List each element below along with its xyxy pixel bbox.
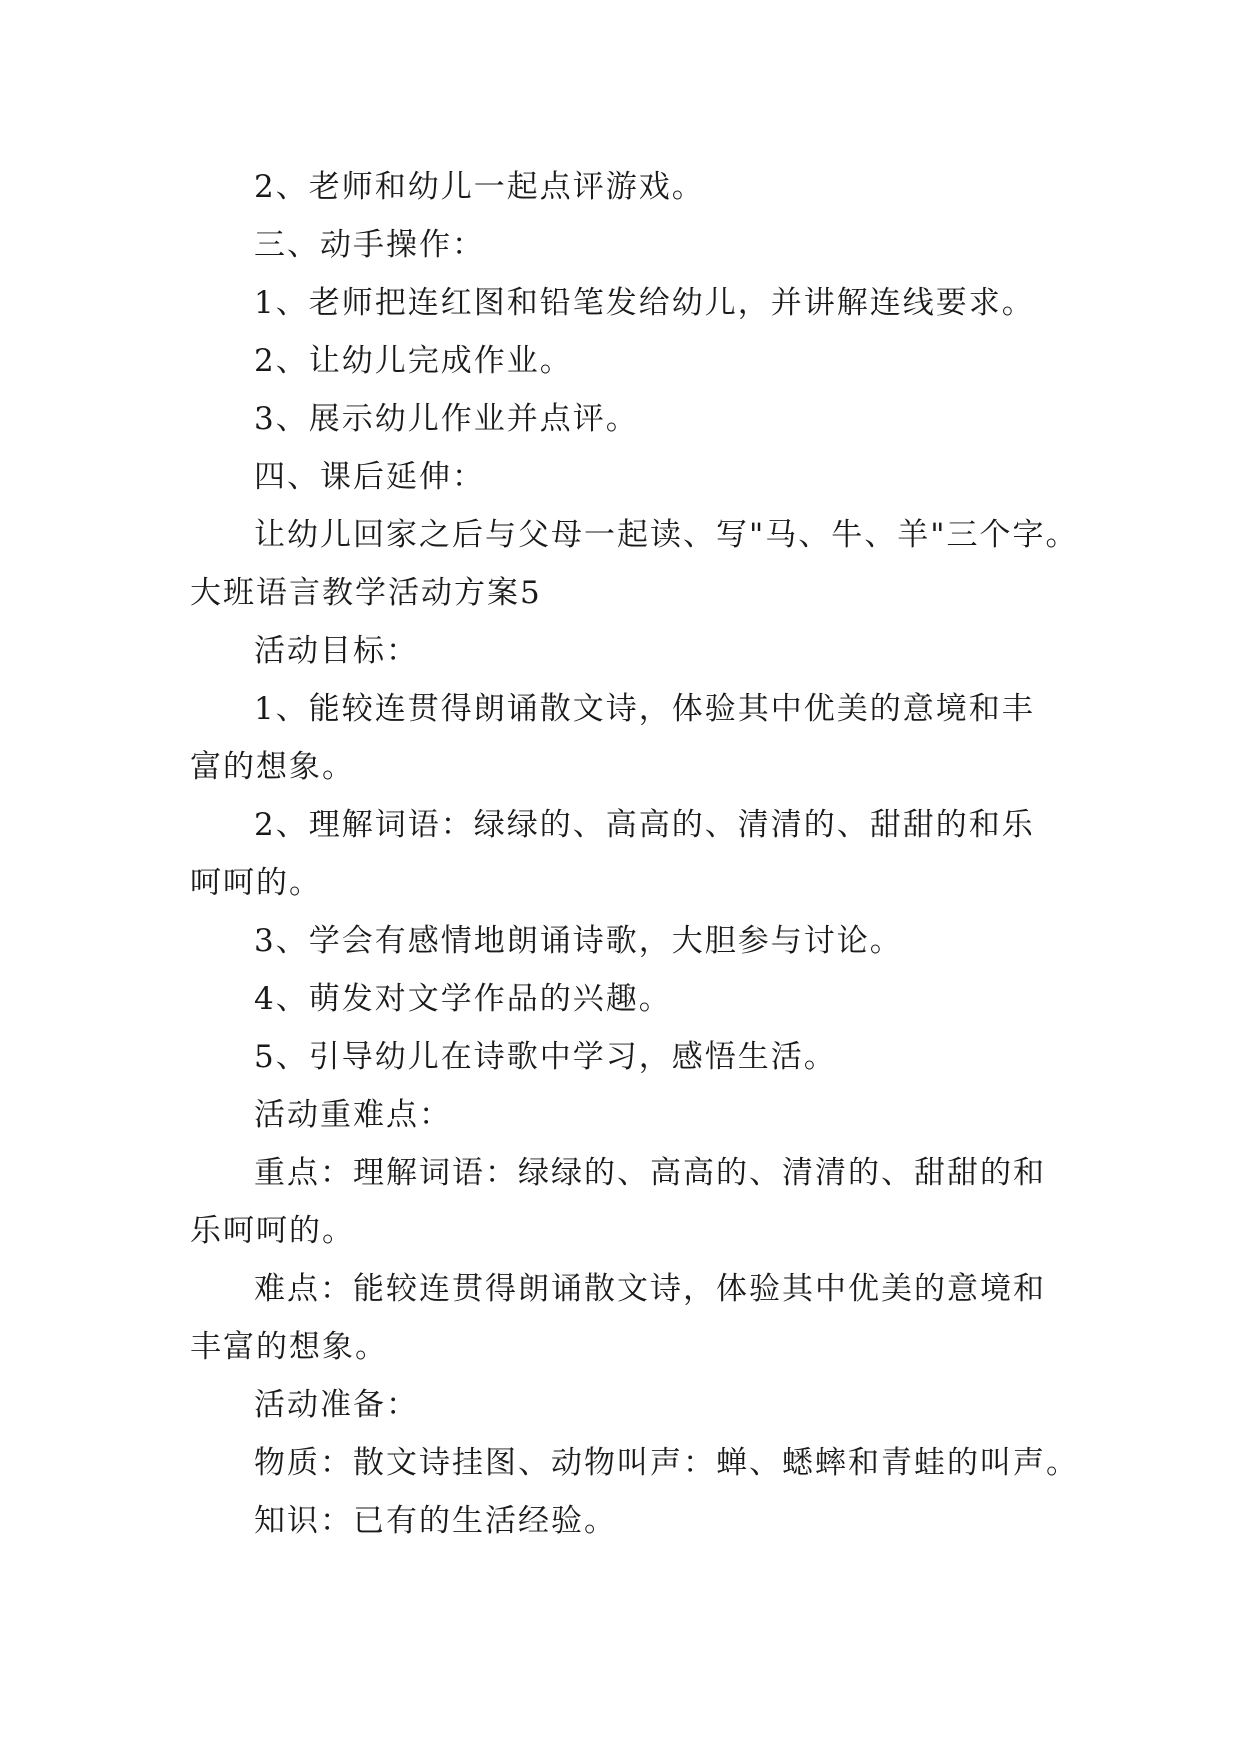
text-line-continuation: 富的想象。 bbox=[190, 749, 355, 785]
text-line-continuation: 丰富的想象。 bbox=[190, 1329, 388, 1365]
section-heading: 活动重难点： bbox=[254, 1097, 452, 1133]
text-line: 3、学会有感情地朗诵诗歌，大胆参与讨论。 bbox=[254, 923, 903, 959]
document-title: 大班语言教学活动方案5 bbox=[190, 575, 542, 611]
text-line: 2、理解词语：绿绿的、高高的、清清的、甜甜的和乐 bbox=[254, 807, 1035, 843]
text-line: 3、展示幼儿作业并点评。 bbox=[254, 401, 639, 437]
text-line: 5、引导幼儿在诗歌中学习，感悟生活。 bbox=[254, 1039, 837, 1075]
section-heading: 四、课后延伸： bbox=[254, 459, 485, 495]
section-heading: 活动目标： bbox=[254, 633, 419, 669]
text-line: 难点：能较连贯得朗诵散文诗，体验其中优美的意境和 bbox=[254, 1271, 1046, 1307]
text-line: 1、能较连贯得朗诵散文诗，体验其中优美的意境和丰 bbox=[254, 691, 1035, 727]
text-line: 知识：已有的生活经验。 bbox=[254, 1503, 617, 1539]
text-line-continuation: 呵呵的。 bbox=[190, 865, 322, 901]
text-line: 物质：散文诗挂图、动物叫声：蝉、蟋蟀和青蛙的叫声。 bbox=[254, 1445, 1079, 1481]
text-line-continuation: 乐呵呵的。 bbox=[190, 1213, 355, 1249]
text-line: 4、萌发对文学作品的兴趣。 bbox=[254, 981, 672, 1017]
text-line: 1、老师把连红图和铅笔发给幼儿，并讲解连线要求。 bbox=[254, 285, 1035, 321]
text-line: 2、老师和幼儿一起点评游戏。 bbox=[254, 169, 705, 205]
section-heading: 活动准备： bbox=[254, 1387, 419, 1423]
text-line: 2、让幼儿完成作业。 bbox=[254, 343, 573, 379]
section-heading: 三、动手操作： bbox=[254, 227, 485, 263]
text-line: 让幼儿回家之后与父母一起读、写"马、牛、羊"三个字。 bbox=[254, 517, 1079, 553]
document-body bbox=[190, 158, 1079, 1550]
text-line: 重点：理解词语：绿绿的、高高的、清清的、甜甜的和 bbox=[254, 1155, 1046, 1191]
